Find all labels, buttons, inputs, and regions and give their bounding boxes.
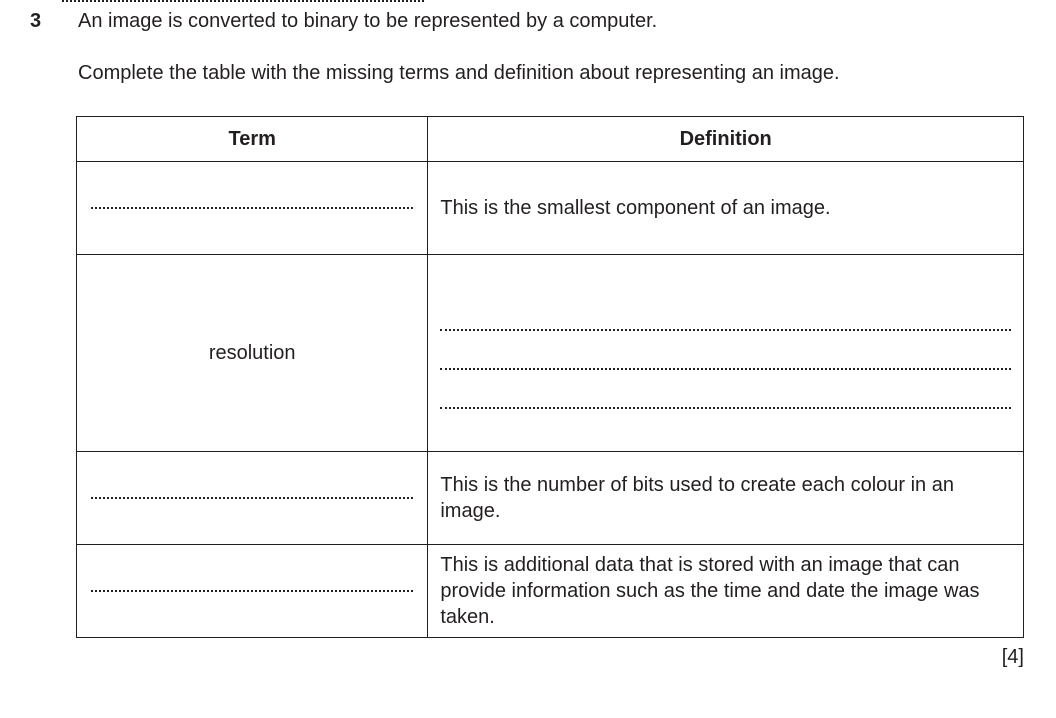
answer-table [76, 116, 1024, 638]
definition-column-header: Definition [428, 117, 1024, 162]
table-row [77, 255, 1024, 452]
answer-dotted-line[interactable] [440, 407, 1011, 409]
question-stem: An image is converted to binary to be represented by a computer. [78, 10, 658, 32]
term-answer-cell[interactable] [77, 452, 428, 545]
term-column-header: Term [77, 117, 428, 162]
answer-dotted-line[interactable] [91, 207, 413, 209]
marks-allocation: [4] [1001, 646, 1024, 668]
term-cell: resolution [77, 255, 428, 452]
answer-dotted-line[interactable] [91, 497, 413, 499]
table-row [77, 452, 1024, 545]
table-row [77, 545, 1024, 638]
page-top-dotted-edge [62, 0, 424, 5]
table-header-row [77, 117, 1024, 162]
question-number: 3 [30, 10, 42, 32]
definition-cell: This is additional data that is stored with an image that can provide information such as the time and date the image was taken. [428, 545, 1024, 638]
definition-cell: This is the smallest component of an image. [428, 162, 1024, 255]
answer-dotted-line[interactable] [440, 368, 1011, 370]
answer-dotted-line[interactable] [440, 329, 1011, 331]
answer-dotted-line[interactable] [91, 590, 413, 592]
term-answer-cell[interactable] [77, 162, 428, 255]
definition-answer-cell[interactable] [428, 255, 1024, 452]
term-answer-cell[interactable] [77, 545, 428, 638]
table-row [77, 162, 1024, 255]
definition-cell: This is the number of bits used to create each colour in an image. [428, 452, 1024, 545]
question-instruction: Complete the table with the missing terms and definition about representing an image. [78, 62, 840, 84]
